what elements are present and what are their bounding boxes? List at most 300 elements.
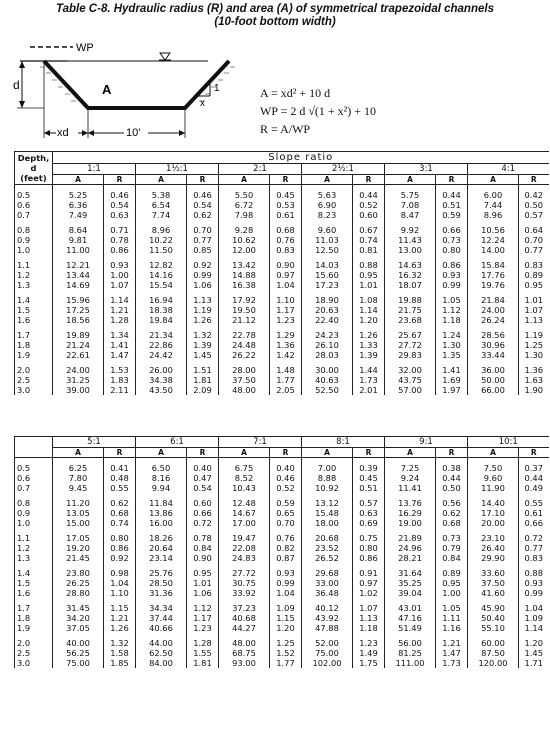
radius-cell (353, 255, 385, 290)
slope-x-label: x (200, 98, 205, 109)
area-value: 12.24 (481, 235, 505, 245)
radius-cell (187, 563, 219, 598)
depth-value: 1.8 (17, 340, 31, 350)
area-cell (219, 185, 270, 221)
radius-value: 1.01 (193, 578, 212, 588)
area-value: 68.75 (232, 648, 256, 658)
area-value: 24.00 (66, 365, 90, 375)
radius-cell (270, 290, 302, 325)
radius-value: 1.34 (110, 330, 129, 340)
radius-value: 0.68 (442, 518, 461, 528)
table-row-group (15, 598, 549, 633)
area-cell (468, 528, 519, 563)
area-value: 19.88 (398, 295, 422, 305)
depth-header (15, 152, 53, 185)
area-value: 84.00 (149, 658, 173, 668)
radius-value: 1.28 (110, 315, 129, 325)
radius-cell (270, 255, 302, 290)
radius-value: 0.41 (110, 463, 129, 473)
radius-value: 0.70 (193, 225, 212, 235)
depth-value: 3.0 (17, 385, 31, 395)
radius-cell (436, 598, 468, 633)
radius-cell (353, 493, 385, 528)
area-value: 26.00 (149, 365, 173, 375)
radius-value: 1.10 (276, 295, 295, 305)
area-value: 28.50 (149, 578, 173, 588)
radius-value: 1.20 (359, 315, 378, 325)
area-value: 35.25 (398, 578, 422, 588)
radius-value: 0.57 (524, 210, 544, 220)
xd-label: xd (57, 127, 69, 139)
area-cell (136, 325, 187, 360)
area-cell (53, 220, 104, 255)
area-value: 29.68 (315, 568, 339, 578)
radius-value: 1.11 (442, 613, 461, 623)
radius-value: 0.54 (193, 200, 212, 210)
area-cell (302, 458, 353, 494)
area-value: 22.08 (232, 543, 256, 553)
area-value: 8.52 (234, 473, 254, 483)
radius-value: 0.73 (442, 235, 461, 245)
radius-value: 1.48 (276, 365, 295, 375)
slope-ratio-label: 3:1 (385, 164, 468, 175)
area-value: 5.75 (400, 190, 420, 200)
radius-value: 1.30 (442, 340, 461, 350)
radius-value: 0.46 (110, 190, 129, 200)
area-value: 16.00 (149, 518, 173, 528)
radius-cell (270, 220, 302, 255)
area-value: 36.00 (481, 365, 505, 375)
radius-cell (353, 458, 385, 494)
depth-cell (15, 563, 53, 598)
area-value: 28.21 (398, 553, 422, 563)
area-value: 9.24 (400, 473, 420, 483)
radius-value: 0.86 (442, 260, 461, 270)
area-value: 15.48 (315, 508, 339, 518)
radius-value: 0.73 (442, 533, 461, 543)
radius-value: 1.08 (359, 295, 378, 305)
radius-value: 1.14 (524, 623, 543, 633)
area-value: 93.00 (232, 658, 256, 668)
radius-value: 1.35 (442, 350, 461, 360)
depth-value: 2.0 (17, 638, 31, 648)
area-cell (53, 360, 104, 395)
radius-value: 1.28 (193, 638, 212, 648)
area-value: 13.05 (66, 508, 90, 518)
radius-value: 1.07 (524, 305, 544, 315)
area-value: 20.00 (481, 518, 505, 528)
area-cell (302, 290, 353, 325)
area-value: 27.72 (398, 340, 422, 350)
slope-ratio-label: 5:1 (53, 437, 136, 448)
radius-cell (436, 290, 468, 325)
radius-value: 0.55 (110, 483, 129, 493)
radius-value: 0.86 (110, 245, 129, 255)
radius-value: 1.16 (442, 623, 461, 633)
area-cell (219, 360, 270, 395)
radius-value: 1.04 (276, 588, 295, 598)
table-row-group (15, 290, 549, 325)
area-value: 47.16 (398, 613, 422, 623)
radius-cell (519, 528, 549, 563)
area-cell (302, 325, 353, 360)
area-value: 7.00 (317, 463, 337, 473)
area-value: 16.29 (398, 508, 422, 518)
area-cell (136, 598, 187, 633)
depth-cell (15, 255, 53, 290)
radius-value: 1.14 (359, 305, 378, 315)
radius-column-label: R (187, 448, 219, 458)
radius-value: 0.59 (442, 210, 461, 220)
area-cell (53, 325, 104, 360)
area-value: 43.01 (398, 603, 422, 613)
area-value: 19.76 (481, 280, 505, 290)
area-value: 14.40 (481, 498, 505, 508)
area-value: 19.20 (66, 543, 90, 553)
area-value: 57.00 (398, 385, 422, 395)
radius-value: 0.40 (276, 463, 295, 473)
radius-value: 1.13 (359, 613, 378, 623)
area-value: 56.25 (66, 648, 90, 658)
area-value: 17.23 (315, 280, 339, 290)
radius-cell (270, 563, 302, 598)
radius-value: 1.36 (524, 365, 544, 375)
radius-value: 1.49 (359, 648, 378, 658)
area-value: 21.12 (232, 315, 256, 325)
depth-value: 1.7 (17, 603, 31, 613)
radius-cell (519, 325, 549, 360)
depth-value: 0.5 (17, 463, 31, 473)
area-cell (468, 290, 519, 325)
area-column-label: A (385, 448, 436, 458)
radius-value: 0.91 (359, 568, 378, 578)
area-value: 5.38 (151, 190, 171, 200)
area-value: 60.00 (481, 638, 505, 648)
area-value: 30.75 (232, 578, 256, 588)
radius-value: 0.52 (276, 483, 295, 493)
slope-ratio-label: 6:1 (136, 437, 219, 448)
area-value: 26.24 (481, 315, 505, 325)
radius-cell (270, 360, 302, 395)
radius-value: 0.45 (276, 190, 295, 200)
radius-value: 1.39 (359, 350, 378, 360)
area-value: 13.42 (232, 260, 256, 270)
radius-value: 1.39 (193, 340, 212, 350)
area-value: 87.50 (481, 648, 505, 658)
radius-value: 0.76 (276, 235, 295, 245)
radius-value: 1.09 (276, 603, 295, 613)
area-value: 55.10 (481, 623, 505, 633)
radius-cell (270, 633, 302, 668)
table-row-group (15, 185, 549, 221)
slope-ratio-row (15, 164, 549, 175)
radius-value: 1.21 (110, 305, 129, 315)
area-value: 23.68 (398, 315, 422, 325)
area-value: 62.50 (149, 648, 173, 658)
area-value: 13.44 (66, 270, 90, 280)
table-title (0, 3, 550, 29)
area-value: 45.90 (481, 603, 505, 613)
radius-value: 1.26 (110, 623, 129, 633)
radius-cell (519, 458, 549, 494)
radius-value: 0.54 (193, 483, 212, 493)
channel-cross-section-figure (10, 36, 260, 146)
area-column-label: A (468, 175, 519, 185)
radius-cell (353, 598, 385, 633)
area-value: 47.88 (315, 623, 339, 633)
area-value: 26.10 (315, 340, 339, 350)
area-cell (468, 598, 519, 633)
area-value: 31.25 (66, 375, 90, 385)
xd-arrow-left (44, 130, 50, 136)
area-value: 12.00 (232, 245, 256, 255)
area-value: 23.10 (481, 533, 505, 543)
area-column-label: A (136, 448, 187, 458)
radius-cell (104, 598, 136, 633)
area-column-label: A (385, 175, 436, 185)
radius-column-label: R (353, 175, 385, 185)
radius-value: 0.84 (442, 553, 461, 563)
radius-cell (187, 528, 219, 563)
depth-value: 1.9 (17, 623, 31, 633)
area-cell (136, 185, 187, 221)
slope-ratio-label: 7:1 (219, 437, 302, 448)
area-value: 21.34 (149, 330, 173, 340)
area-cell (385, 360, 436, 395)
radius-value: 0.75 (359, 533, 378, 543)
radius-value: 0.60 (359, 210, 378, 220)
radius-cell (436, 325, 468, 360)
radius-value: 0.55 (524, 498, 543, 508)
radius-column-label: R (104, 175, 136, 185)
area-value: 23.14 (149, 553, 173, 563)
area-value: 18.38 (149, 305, 173, 315)
area-value: 14.16 (149, 270, 173, 280)
radius-value: 1.52 (276, 648, 295, 658)
radius-value: 0.72 (193, 518, 212, 528)
slope-ratio-label: 1:1 (53, 164, 136, 175)
radius-value: 1.23 (276, 315, 295, 325)
area-cell (219, 633, 270, 668)
area-value: 7.44 (483, 200, 503, 210)
area-cell (468, 633, 519, 668)
depth-value: 0.7 (17, 210, 31, 220)
area-value: 5.63 (317, 190, 337, 200)
depth-value: 0.5 (17, 190, 31, 200)
area-value: 28.80 (66, 588, 90, 598)
table-body (15, 185, 549, 396)
radius-value: 1.23 (359, 638, 378, 648)
radius-value: 1.32 (193, 330, 212, 340)
area-value: 24.00 (481, 305, 505, 315)
radius-value: 0.74 (110, 518, 129, 528)
area-value: 18.26 (149, 533, 173, 543)
wetted-perimeter-formula: WP = 2 d √(1 + x²) + 10 (260, 104, 377, 118)
depth-value: 1.3 (17, 280, 31, 290)
area-value: 18.00 (315, 518, 339, 528)
area-value: 11.00 (66, 245, 90, 255)
trapezoid-table-slopes-5-to-10 (14, 436, 549, 668)
area-value: 102.00 (312, 658, 342, 668)
radius-value: 0.83 (276, 245, 295, 255)
radius-value: 1.05 (442, 603, 461, 613)
radius-value: 0.99 (524, 588, 543, 598)
slope-ratio-label: 2:1 (219, 164, 302, 175)
area-value: 12.82 (149, 260, 173, 270)
area-value: 23.52 (315, 543, 339, 553)
area-cell (302, 598, 353, 633)
depth-value: 1.6 (17, 315, 31, 325)
area-value: 9.60 (483, 473, 503, 483)
area-value: 14.63 (398, 260, 422, 270)
radius-cell (104, 458, 136, 494)
area-cell (53, 185, 104, 221)
radius-column-label: R (436, 175, 468, 185)
radius-cell (353, 325, 385, 360)
area-value: 40.66 (149, 623, 173, 633)
radius-column-label: R (270, 448, 302, 458)
column-label-row (15, 175, 549, 185)
area-value: 10.92 (315, 483, 339, 493)
area-formula: A = xd² + 10 d (260, 86, 331, 100)
radius-value: 2.11 (110, 385, 129, 395)
area-cell (302, 220, 353, 255)
area-cell (219, 528, 270, 563)
radius-column-label: R (104, 448, 136, 458)
depth-cell (15, 185, 53, 221)
area-value: 19.84 (149, 315, 173, 325)
radius-value: 0.47 (193, 473, 212, 483)
area-value: 31.36 (149, 588, 173, 598)
area-column-label: A (53, 175, 104, 185)
radius-value: 0.97 (276, 270, 295, 280)
area-cell (468, 563, 519, 598)
radius-value: 1.42 (276, 350, 295, 360)
radius-cell (353, 220, 385, 255)
area-value: 75.00 (315, 648, 339, 658)
radius-cell (353, 633, 385, 668)
area-cell (219, 290, 270, 325)
area-value: 8.16 (151, 473, 171, 483)
area-value: 66.00 (481, 385, 505, 395)
radius-value: 1.17 (276, 305, 295, 315)
depth-header-line-2: d (30, 163, 37, 173)
radius-value: 0.63 (110, 210, 129, 220)
depth-value: 1.8 (17, 613, 31, 623)
area-value: 10.43 (232, 483, 256, 493)
radius-value: 0.42 (524, 190, 544, 200)
depth-cell (15, 290, 53, 325)
trapezoid-table-slopes-1-to-4 (14, 151, 549, 395)
depth-header-line-1: Depth, (17, 153, 50, 163)
area-column-label: A (302, 448, 353, 458)
area-cell (219, 563, 270, 598)
radius-cell (353, 290, 385, 325)
radius-value: 1.20 (276, 623, 295, 633)
table-row-group (15, 633, 549, 668)
table-row-group (15, 255, 549, 290)
area-value: 33.92 (232, 588, 256, 598)
slope-ratio-label: 9:1 (385, 437, 468, 448)
radius-value: 1.26 (359, 330, 378, 340)
depth-value: 2.5 (17, 648, 31, 658)
area-cell (385, 493, 436, 528)
radius-value: 0.46 (276, 473, 295, 483)
area-cell (219, 493, 270, 528)
radius-value: 0.62 (110, 498, 129, 508)
radius-cell (270, 185, 302, 221)
area-cell (302, 185, 353, 221)
radius-value: 1.41 (110, 340, 129, 350)
depth-value: 1.0 (17, 245, 31, 255)
radius-value: 0.70 (524, 235, 544, 245)
radius-value: 0.68 (110, 508, 129, 518)
area-cell (136, 563, 187, 598)
depth-cell (15, 220, 53, 255)
radius-value: 1.77 (276, 375, 295, 385)
radius-value: 1.04 (110, 578, 129, 588)
radius-value: 0.85 (193, 245, 212, 255)
area-cell (302, 360, 353, 395)
radius-value: 0.49 (524, 483, 543, 493)
radius-value: 0.46 (193, 190, 212, 200)
area-value: 34.34 (149, 603, 173, 613)
radius-cell (519, 633, 549, 668)
area-cell (53, 528, 104, 563)
radius-value: 0.93 (110, 260, 129, 270)
table-title-line-2: (10-foot bottom width) (214, 16, 336, 28)
depth-value: 1.2 (17, 270, 31, 280)
radius-value: 0.59 (276, 498, 295, 508)
radius-value: 0.81 (359, 245, 378, 255)
area-value: 9.45 (68, 483, 88, 493)
radius-value: 1.51 (193, 365, 212, 375)
area-value: 19.89 (66, 330, 90, 340)
area-value: 6.72 (234, 200, 254, 210)
radius-value: 1.02 (359, 588, 378, 598)
area-cell (136, 633, 187, 668)
area-value: 15.54 (149, 280, 173, 290)
depth-cell (15, 598, 53, 633)
area-value: 7.49 (68, 210, 88, 220)
area-value: 13.76 (398, 498, 422, 508)
area-value: 11.03 (315, 235, 339, 245)
depth-cell (15, 528, 53, 563)
depth-value: 1.5 (17, 578, 31, 588)
radius-value: 0.53 (276, 200, 295, 210)
radius-value: 0.89 (524, 270, 544, 280)
radius-cell (519, 563, 549, 598)
area-value: 33.00 (315, 578, 339, 588)
area-value: 32.00 (398, 365, 422, 375)
area-cell (468, 360, 519, 395)
radius-value: 0.79 (442, 543, 461, 553)
radius-value: 1.45 (524, 648, 543, 658)
depth-value: 1.6 (17, 588, 31, 598)
area-value: 39.04 (398, 588, 422, 598)
area-value: 21.24 (66, 340, 90, 350)
area-value: 17.76 (481, 270, 505, 280)
area-value: 37.50 (232, 375, 256, 385)
radius-cell (436, 528, 468, 563)
radius-value: 0.37 (524, 463, 543, 473)
area-value: 18.56 (66, 315, 90, 325)
slope-ratio-label: 1½:1 (136, 164, 219, 175)
radius-value: 0.44 (442, 473, 461, 483)
depth-cell (15, 458, 53, 494)
radius-value: 1.58 (110, 648, 129, 658)
radius-value: 1.26 (193, 315, 212, 325)
